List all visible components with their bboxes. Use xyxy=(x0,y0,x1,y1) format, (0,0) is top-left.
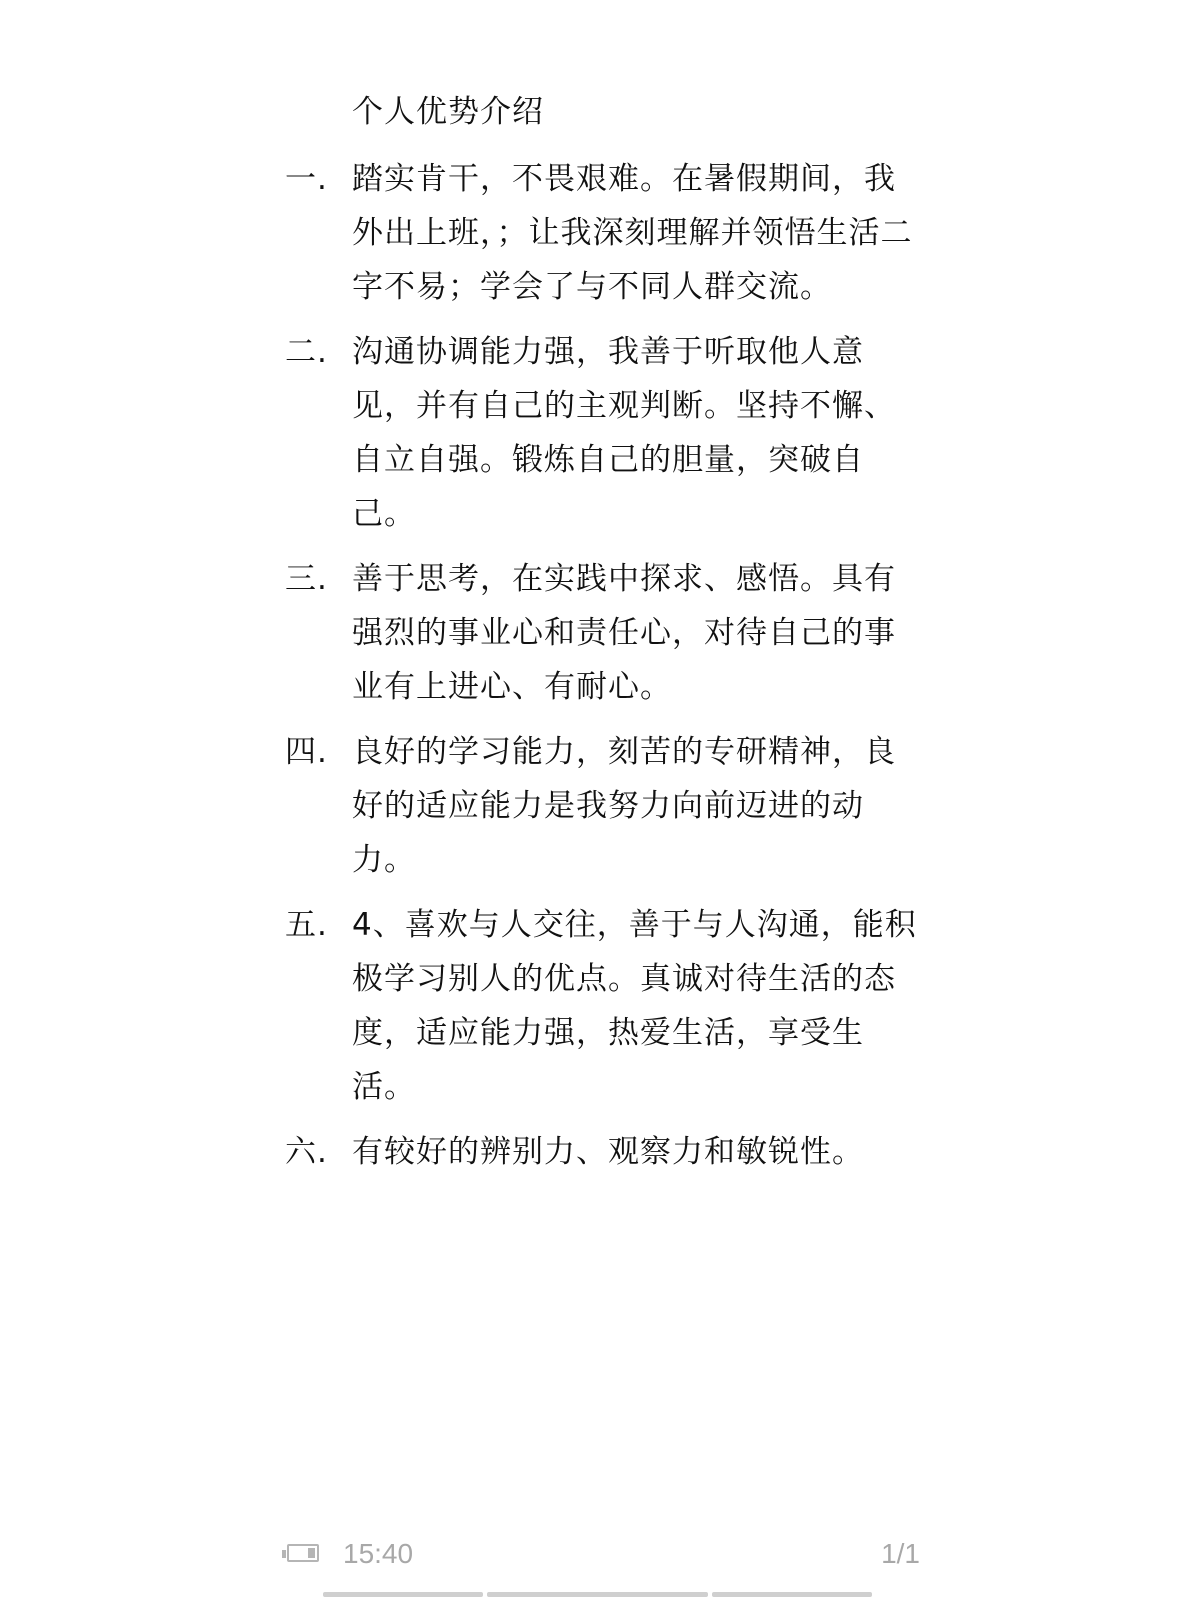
paragraph-text: 踏实肯干，不畏艰难。在暑假期间，我外出上班，；让我深刻理解并领悟生活二字不易；学会了与不同人群交流。 xyxy=(352,161,913,305)
scrollbar-segment[interactable] xyxy=(712,1592,872,1597)
paragraph-text: 沟通协调能力强，我善于听取他人意见，并有自己的主观判断。坚持不懈、自立自强。锻炼自己的胆量，突破自己。 xyxy=(352,334,896,532)
reader-status-bar xyxy=(280,1532,920,1576)
paragraph-number: 四. xyxy=(285,734,328,770)
scrollbar-segment[interactable] xyxy=(487,1592,708,1597)
document-title: 个人优势介绍 xyxy=(352,94,544,130)
battery-icon xyxy=(282,1544,322,1564)
paragraph-text: 善于思考，在实践中探求、感悟。具有强烈的事业心和责任心，对待自己的事业有上进心、有耐心。 xyxy=(352,561,896,705)
document-body xyxy=(285,152,925,1190)
clock-time: 15:40 xyxy=(343,1538,414,1569)
paragraph-number: 六. xyxy=(285,1134,328,1170)
paragraph-text: 有较好的辨别力、观察力和敏锐性。 xyxy=(352,1134,864,1170)
page-indicator: 1/1 xyxy=(881,1538,920,1569)
paragraph-3 xyxy=(285,552,925,714)
paragraph-number: 三. xyxy=(285,561,328,597)
paragraph-text: 良好的学习能力，刻苦的专研精神，良好的适应能力是我努力向前迈进的动力。 xyxy=(352,734,896,878)
paragraph-4 xyxy=(285,725,925,887)
scrollbar-segment[interactable] xyxy=(323,1592,483,1597)
paragraph-number: 二. xyxy=(285,334,328,370)
battery-fill xyxy=(308,1548,315,1558)
scrollbar[interactable] xyxy=(323,1592,893,1597)
paragraph-6 xyxy=(285,1125,925,1179)
paragraph-text: 4、喜欢与人交往，善于与人沟通，能积极学习别人的优点。真诚对待生活的态度，适应能力强，热爱生活，享受生活。 xyxy=(352,907,917,1105)
paragraph-1 xyxy=(285,152,925,314)
paragraph-5 xyxy=(285,898,925,1114)
paragraph-number: 五. xyxy=(285,907,328,943)
paragraph-number: 一. xyxy=(285,161,328,197)
paragraph-2 xyxy=(285,325,925,541)
